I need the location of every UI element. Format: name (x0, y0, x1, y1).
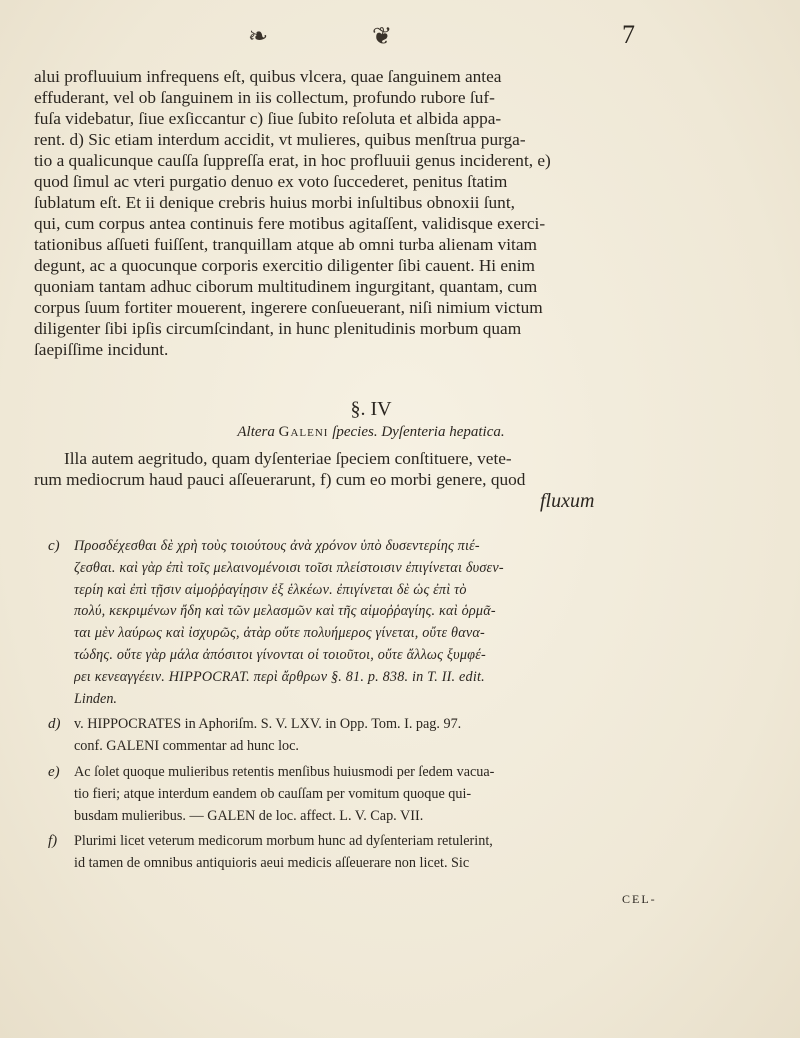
footnote-line: πολύ, κεκριμένων ἤδη καὶ τῶν μελασμῶν καὶ τῆς αἱμοῤῥαγίης. καὶ ὁρμᾶ- (74, 603, 496, 620)
page-header (0, 18, 800, 58)
footnote-line: Linden. (74, 690, 117, 707)
text-line: degunt, ac a quocunque corporis exercitio diligenter ſibi cauent. Hi enim (34, 256, 535, 275)
text-line: tationibus aſſueti fuiſſent, tranquillam atque ab omni turba alienam vitam (34, 235, 537, 254)
footnote-line: busdam mulieribus. — GALEN de loc. affect. L. V. Cap. VII. (74, 807, 424, 824)
footnote-line: v. HIPPOCRATES in Aphoriſm. S. V. LXV. in Opp. Tom. I. pag. 97. (74, 716, 462, 733)
footnote-mark: f) (48, 833, 58, 850)
footnote-mark: c) (48, 538, 60, 554)
text-line: fuſa videbatur, ſiue exſiccantur c) ſiue ſubito reſoluta et albida appa- (34, 109, 502, 128)
footnote-line: conf. GALENI commentar ad hunc loc. (74, 738, 299, 755)
text-line: ſublatum eſt. Et ii denique crebris huius morbi inſultibus obnoxii ſunt, (34, 193, 515, 212)
footnote-line: Προσδέχεσθαι δὲ χρὴ τοὺς τοιούτους ἀνὰ χρόνον ὑπὸ δυσεντερίης πιέ- (74, 538, 480, 554)
footnote-mark: e) (48, 763, 60, 780)
subtitle-pre: Altera (237, 424, 275, 440)
text-line: qui, cum corpus antea continuis fere motibus agitaſſent, validisque exerci- (34, 214, 546, 233)
footnote-mark: d) (48, 716, 61, 733)
page-number: 7 (622, 20, 635, 49)
text-line: alui profluuium infrequens eſt, quibus vlcera, quae ſanguinem antea (34, 67, 502, 86)
catchword: fluxum (540, 490, 595, 512)
text-line: diligenter ſibi ipſis circumſcindant, in hunc plenitudinis morbum quam (34, 319, 522, 338)
text-line: rent. d) Sic etiam interdum accidit, vt mulieres, quibus menſtrua purga- (34, 130, 526, 149)
footnote-e (48, 762, 708, 827)
footnote-f (48, 831, 708, 875)
paragraph-2 (34, 448, 708, 490)
footnote-line: τώδης. οὔτε γὰρ μάλα ἀπόσιτοι γίνονται οἱ τοιοῦτοι, οὔτε ἄλλως ξυμφέ- (74, 646, 486, 663)
paragraph-1 (34, 66, 708, 360)
section-subtitle (34, 424, 708, 441)
footnote-line: Ac ſolet quoque mulieribus retentis menſibus huiusmodi per ſedem vacua- (74, 763, 495, 780)
text-line: ſaepiſſime incidunt. (34, 340, 169, 359)
footnote-line: τερίη καὶ ἐπὶ τῇσιν αἱμοῤῥαγίῃσιν ἐξ ἑλκέων. ἐπιγίνεται δὲ ὡς ἐπὶ τὸ (74, 581, 467, 598)
fleuron-left-icon: ❧ (248, 24, 269, 50)
footnote-line: ζεσθαι. καὶ γὰρ ἐπὶ τοῖς μελαινομένοισι τοῖσι πλείστοισιν ἐπιγίνεται δυσεν- (74, 559, 504, 576)
bottom-catchword: CEL- (622, 892, 657, 906)
footnote-line: id tamen de omnibus antiquioris aeui medicis aſſeuerare non licet. Sic (74, 855, 470, 872)
section-number: §. IV (350, 398, 392, 420)
fleuron-right-icon: ❦ (372, 24, 393, 50)
footnote-line: ρει κενεαγγέειν. HIPPOCRAT. περὶ ἄρθρων §. 81. p. 838. in T. II. edit. (74, 668, 485, 685)
footnote-c (48, 536, 708, 710)
text-line: effuderant, vel ob ſanguinem in iis collectum, profundo rubore ſuf- (34, 88, 495, 107)
footnote-line: Plurimi licet veterum medicorum morbum hunc ad dyſenteriam retulerint, (74, 833, 493, 850)
text-line: corpus ſuum fortiter mouerent, ingerere conſueuerant, niſi nimium victum (34, 298, 543, 317)
text-line: quod ſimul ac vteri purgatio denuo ex voto ſuccederet, penitus ſtatim (34, 172, 508, 191)
text-line: Illa autem aegritudo, quam dyſenteriae ſpeciem conſtituere, vete- (64, 449, 512, 468)
subtitle-author: Galeni (278, 424, 329, 440)
footnote-line: tio fieri; atque interdum eandem ob cauſſam per vomitum quoque qui- (74, 785, 472, 802)
text-line: rum mediocrum haud pauci aſſeuerarunt, f) cum eo morbi genere, quod (34, 470, 526, 489)
footnote-line: ται μὲν λαύρως καὶ ἰσχυρῶς, ἀτὰρ οὔτε πολυήμερος γίνεται, οὔτε θανα- (74, 625, 485, 642)
footnotes (48, 536, 708, 879)
text-line: quoniam tantam adhuc ciborum multitudinem ingurgitant, quantam, cum (34, 277, 538, 296)
footnote-d (48, 714, 708, 758)
text-line: tio a qualicunque cauſſa ſuppreſſa erat, in hoc profluuii genus inciderent, e) (34, 151, 551, 170)
subtitle-post: ſpecies. Dyſenteria hepatica. (332, 424, 505, 440)
